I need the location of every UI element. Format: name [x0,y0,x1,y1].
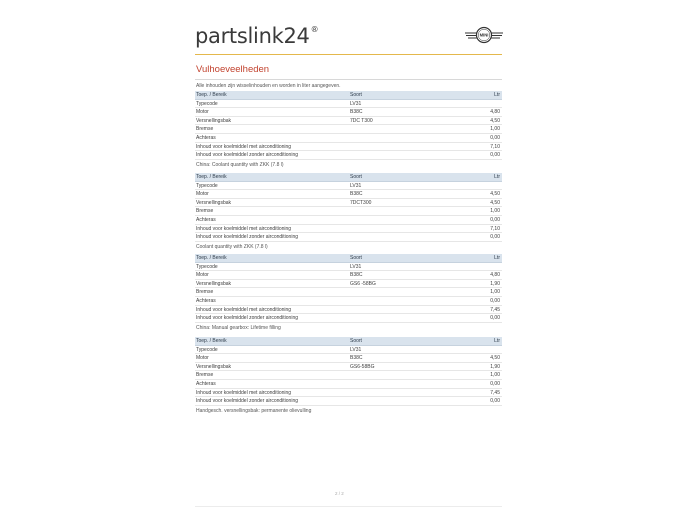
column-header-c2: Soort [350,92,362,98]
table-cell-c2: LV31 [350,182,362,189]
table-cell-c3: 1,90 [490,280,500,287]
header-divider [195,54,502,55]
table-cell-c3: 7,10 [490,225,500,232]
table-cell-c1: Typecode [196,346,218,353]
table-row [195,143,502,152]
table-cell-c2: B38C [350,355,363,362]
column-header-c3: Ltr [494,92,500,98]
table-row [195,225,502,234]
table-cell-c1: Inhoud voor koelmiddel met airconditioning [196,306,292,313]
table-cell-c3: 0,00 [490,152,500,159]
table-row [195,297,502,306]
table-cell-c3: 1,00 [490,289,500,296]
table-cell-c1: Inhoud voor koelmiddel met airconditioning [196,389,292,396]
table-cell-c1: Versnellingsbak [196,280,232,287]
capacity-table [195,254,502,323]
table-cell-c3: 0,00 [490,297,500,304]
page-title: Vulhoeveelheden [196,64,270,75]
table-row [195,371,502,380]
table-cell-c1: Bremse [196,208,214,215]
table-cell-c3: 1,90 [490,363,500,370]
table-row [195,288,502,297]
partslink24-logo [195,24,318,48]
column-header-c3: Ltr [494,255,500,261]
table-cell-c1: Achteras [196,216,216,223]
table-cell-c1: Bremse [196,372,214,379]
svg-text:MINI: MINI [479,32,489,38]
table-cell-c2: GS6-58BG [350,363,375,370]
intro-text: Alle inhouden zijn wisselinhouden en worden in liter aangegeven. [196,83,341,89]
table-row [195,271,502,280]
table-row [195,125,502,134]
column-header-c1: Toep. / Bereik [196,338,227,344]
table-cell-c1: Motor [196,355,209,362]
table-row [195,363,502,372]
table-row [195,380,502,389]
table-cell-c2: GS6 -58BG [350,280,376,287]
column-header-c1: Toep. / Bereik [196,255,227,261]
table-cell-c3: 0,00 [490,134,500,141]
column-header-c3: Ltr [494,174,500,180]
table-cell-c1: Inhoud voor koelmiddel met airconditioning [196,225,292,232]
table-header-row [195,173,502,182]
table-cell-c1: Motor [196,272,209,279]
table-note: China: Coolant quantity with ZKK (7.8 l) [196,161,284,168]
table-cell-c3: 7,45 [490,306,500,313]
table-cell-c2: 7DC T300 [350,117,373,124]
table-cell-c1: Typecode [196,182,218,189]
capacity-table [195,337,502,406]
table-row [195,354,502,363]
column-header-c1: Toep. / Bereik [196,92,227,98]
logo-text: partslink24 [195,24,310,48]
column-header-c2: Soort [350,255,362,261]
table-cell-c1: Motor [196,191,209,198]
table-cell-c1: Inhoud voor koelmiddel zonder airconditioning [196,234,299,241]
table-cell-c2: 7DCT300 [350,199,372,206]
table-cell-c3: 7,45 [490,389,500,396]
mini-brand-logo [464,26,504,44]
table-row [195,117,502,126]
capacity-table [195,91,502,160]
table-cell-c1: Motor [196,109,209,116]
table-row [195,263,502,272]
table-cell-c1: Inhoud voor koelmiddel zonder airconditioning [196,152,299,159]
column-header-c2: Soort [350,338,362,344]
table-header-row [195,337,502,346]
column-header-c3: Ltr [494,338,500,344]
table-cell-c2: B38C [350,191,363,198]
table-row [195,151,502,160]
table-cell-c3: 1,00 [490,372,500,379]
table-row [195,100,502,109]
table-cell-c2: B38C [350,272,363,279]
table-note: Coolant quantity with ZKK (7.8 l) [196,243,268,250]
table-row [195,199,502,208]
table-cell-c3: 4,50 [490,199,500,206]
column-header-c1: Toep. / Bereik [196,174,227,180]
table-row [195,182,502,191]
table-cell-c3: 1,00 [490,208,500,215]
table-row [195,190,502,199]
table-cell-c1: Achteras [196,380,216,387]
table-cell-c3: 1,00 [490,126,500,133]
table-cell-c1: Typecode [196,263,218,270]
column-header-c2: Soort [350,174,362,180]
table-row [195,346,502,355]
table-row [195,134,502,143]
table-cell-c2: LV31 [350,263,362,270]
table-cell-c1: Versnellingsbak [196,117,232,124]
table-cell-c3: 7,10 [490,143,500,150]
table-cell-c3: 0,00 [490,398,500,405]
table-cell-c3: 0,00 [490,234,500,241]
table-cell-c3: 4,50 [490,191,500,198]
table-cell-c3: 0,00 [490,315,500,322]
table-cell-c1: Achteras [196,134,216,141]
table-cell-c3: 4,50 [490,117,500,124]
table-note: China: Manual gearbox: Lifetime filling [196,324,281,331]
table-cell-c1: Versnellingsbak [196,363,232,370]
table-cell-c3: 0,00 [490,216,500,223]
table-row [195,280,502,289]
page-number: 2 / 2 [335,491,344,496]
table-cell-c1: Inhoud voor koelmiddel zonder airconditioning [196,315,299,322]
table-row [195,306,502,315]
table-cell-c3: 0,00 [490,380,500,387]
capacity-table [195,173,502,242]
title-divider [195,79,502,80]
table-row [195,397,502,406]
table-cell-c3: 4,50 [490,355,500,362]
table-cell-c1: Bremse [196,126,214,133]
table-cell-c2: LV31 [350,100,362,107]
table-cell-c1: Typecode [196,100,218,107]
table-cell-c2: LV31 [350,346,362,353]
table-row [195,233,502,242]
table-cell-c2: B38C [350,109,363,116]
table-row [195,108,502,117]
table-cell-c1: Achteras [196,297,216,304]
table-cell-c1: Versnellingsbak [196,199,232,206]
table-cell-c1: Bremse [196,289,214,296]
table-header-row [195,254,502,263]
table-header-row [195,91,502,100]
table-row [195,314,502,323]
table-cell-c1: Inhoud voor koelmiddel zonder airconditioning [196,398,299,405]
table-row [195,207,502,216]
logo-registered-mark: ® [310,25,319,34]
page-bottom-edge [195,506,502,507]
table-row [195,389,502,398]
table-note: Handgesch. versnellingsbak: permanente olievulling [196,407,312,414]
table-cell-c3: 4,80 [490,272,500,279]
table-cell-c3: 4,80 [490,109,500,116]
table-cell-c1: Inhoud voor koelmiddel met airconditioning [196,143,292,150]
table-row [195,216,502,225]
